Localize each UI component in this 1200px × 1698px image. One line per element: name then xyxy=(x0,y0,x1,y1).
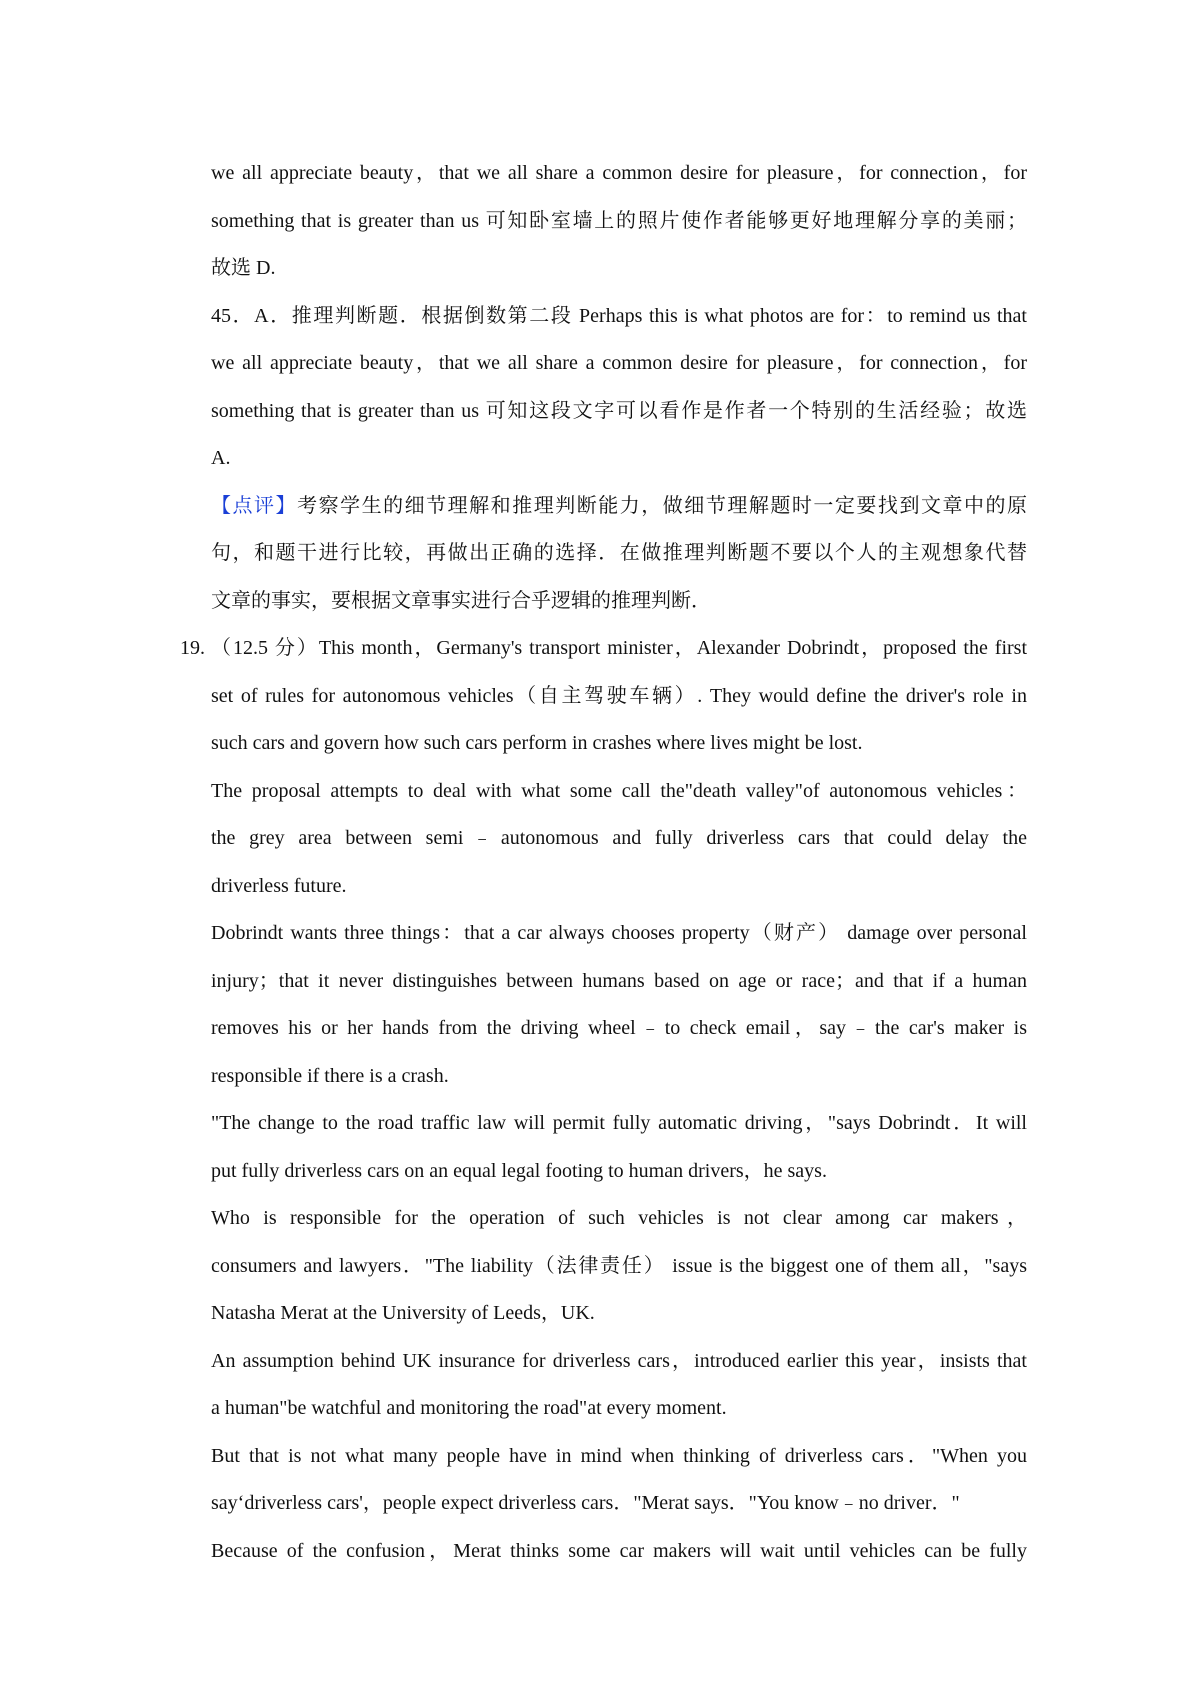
passage-paragraph xyxy=(211,1100,1027,1195)
text-line: But that is not what many people have in mind when thinking of driverless cars．"When you xyxy=(211,1444,1027,1467)
passage-paragraph xyxy=(211,1338,1027,1433)
answer-45 xyxy=(211,293,1027,483)
question-19 xyxy=(180,625,1027,1575)
commentary xyxy=(211,483,1027,626)
text-line: 句，和题干进行比较，再做出正确的选择．在做推理判断题不要以个人的主观想象代替 xyxy=(211,542,1027,564)
question-number: 19. xyxy=(180,637,205,659)
text-line: An assumption behind UK insurance for driverless cars，introduced earlier this year，insists that xyxy=(211,1349,1027,1372)
text-line: removes his or her hands from the driving wheel﹣to check email，say﹣the car's maker is xyxy=(211,1017,1027,1039)
text-line: responsible if there is a crash. xyxy=(211,1064,449,1087)
passage-paragraph xyxy=(211,768,1027,911)
text-line: Who is responsible for the operation of such vehicles is not clear among car makers， xyxy=(211,1207,1027,1229)
text-line: 文章的事实，要根据文章事实进行合乎逻辑的推理判断． xyxy=(211,589,711,612)
text-line: such cars and govern how such cars perform in crashes where lives might be lost. xyxy=(211,732,863,754)
text-line: something that is greater than us 可知卧室墙上的照片使作者能够更好地理解分享的美丽； xyxy=(211,209,1027,232)
text-line: we all appreciate beauty，that we all share a common desire for pleasure，for connection，for xyxy=(211,162,1027,184)
text-line: put fully driverless cars on an equal legal footing to human drivers，he says. xyxy=(211,1159,827,1182)
text-line: （12.5 分）This month，Germany's transport minister，Alexander Dobrindt，proposed the first xyxy=(211,637,1027,659)
text-line: we all appreciate beauty，that we all share a common desire for pleasure，for connection，for xyxy=(211,352,1027,374)
text-line: consumers and lawyers．"The liability（法律责任） issue is the biggest one of them all，"says xyxy=(211,1254,1027,1277)
text-line: set of rules for autonomous vehicles（自主驾驶车辆）. They would define the driver's role in xyxy=(211,684,1027,707)
text-line: The proposal attempts to deal with what some call the"death valley"of autonomous vehicles： xyxy=(211,779,1027,802)
answer-44-tail xyxy=(211,150,1027,293)
text-line: Because of the confusion，Merat thinks some car makers will wait until vehicles can be fully xyxy=(211,1539,1027,1562)
text-line: A. xyxy=(211,447,231,469)
document-content xyxy=(180,150,1028,1575)
passage-paragraph xyxy=(211,1195,1027,1338)
text-line: 故选 D. xyxy=(211,257,276,279)
text-line: the grey area between semi﹣autonomous and fully driverless cars that could delay the xyxy=(211,827,1027,849)
text-line: injury；that it never distinguishes between humans based on age or race；and that if a human xyxy=(211,969,1027,992)
text-line: a human"be watchful and monitoring the road"at every moment. xyxy=(211,1397,727,1419)
text-line: something that is greater than us 可知这段文字可以看作是作者一个特别的生活经验；故选 xyxy=(211,399,1027,422)
passage-paragraph xyxy=(211,910,1027,1100)
passage-paragraph xyxy=(211,1433,1027,1576)
text-line: driverless future. xyxy=(211,874,347,897)
text-line xyxy=(211,483,1027,531)
text-line: say‘driverless cars'，people expect driverless cars．"Merat says．"You know﹣no driver．" xyxy=(211,1492,960,1514)
commentary-tag: 【点评】 xyxy=(211,494,298,517)
text-line: 45．A．推理判断题．根据倒数第二段 Perhaps this is what photos are for：to remind us that xyxy=(211,304,1027,327)
text-line: Dobrindt wants three things：that a car always chooses property（财产） damage over personal xyxy=(211,922,1027,944)
text-line: "The change to the road traffic law will permit fully automatic driving，"says Dobrindt．It will xyxy=(211,1112,1027,1134)
commentary-text: 考察学生的细节理解和推理判断能力，做细节理解题时一定要找到文章中的原 xyxy=(297,494,1028,517)
text-line: Natasha Merat at the University of Leeds，UK. xyxy=(211,1302,595,1324)
